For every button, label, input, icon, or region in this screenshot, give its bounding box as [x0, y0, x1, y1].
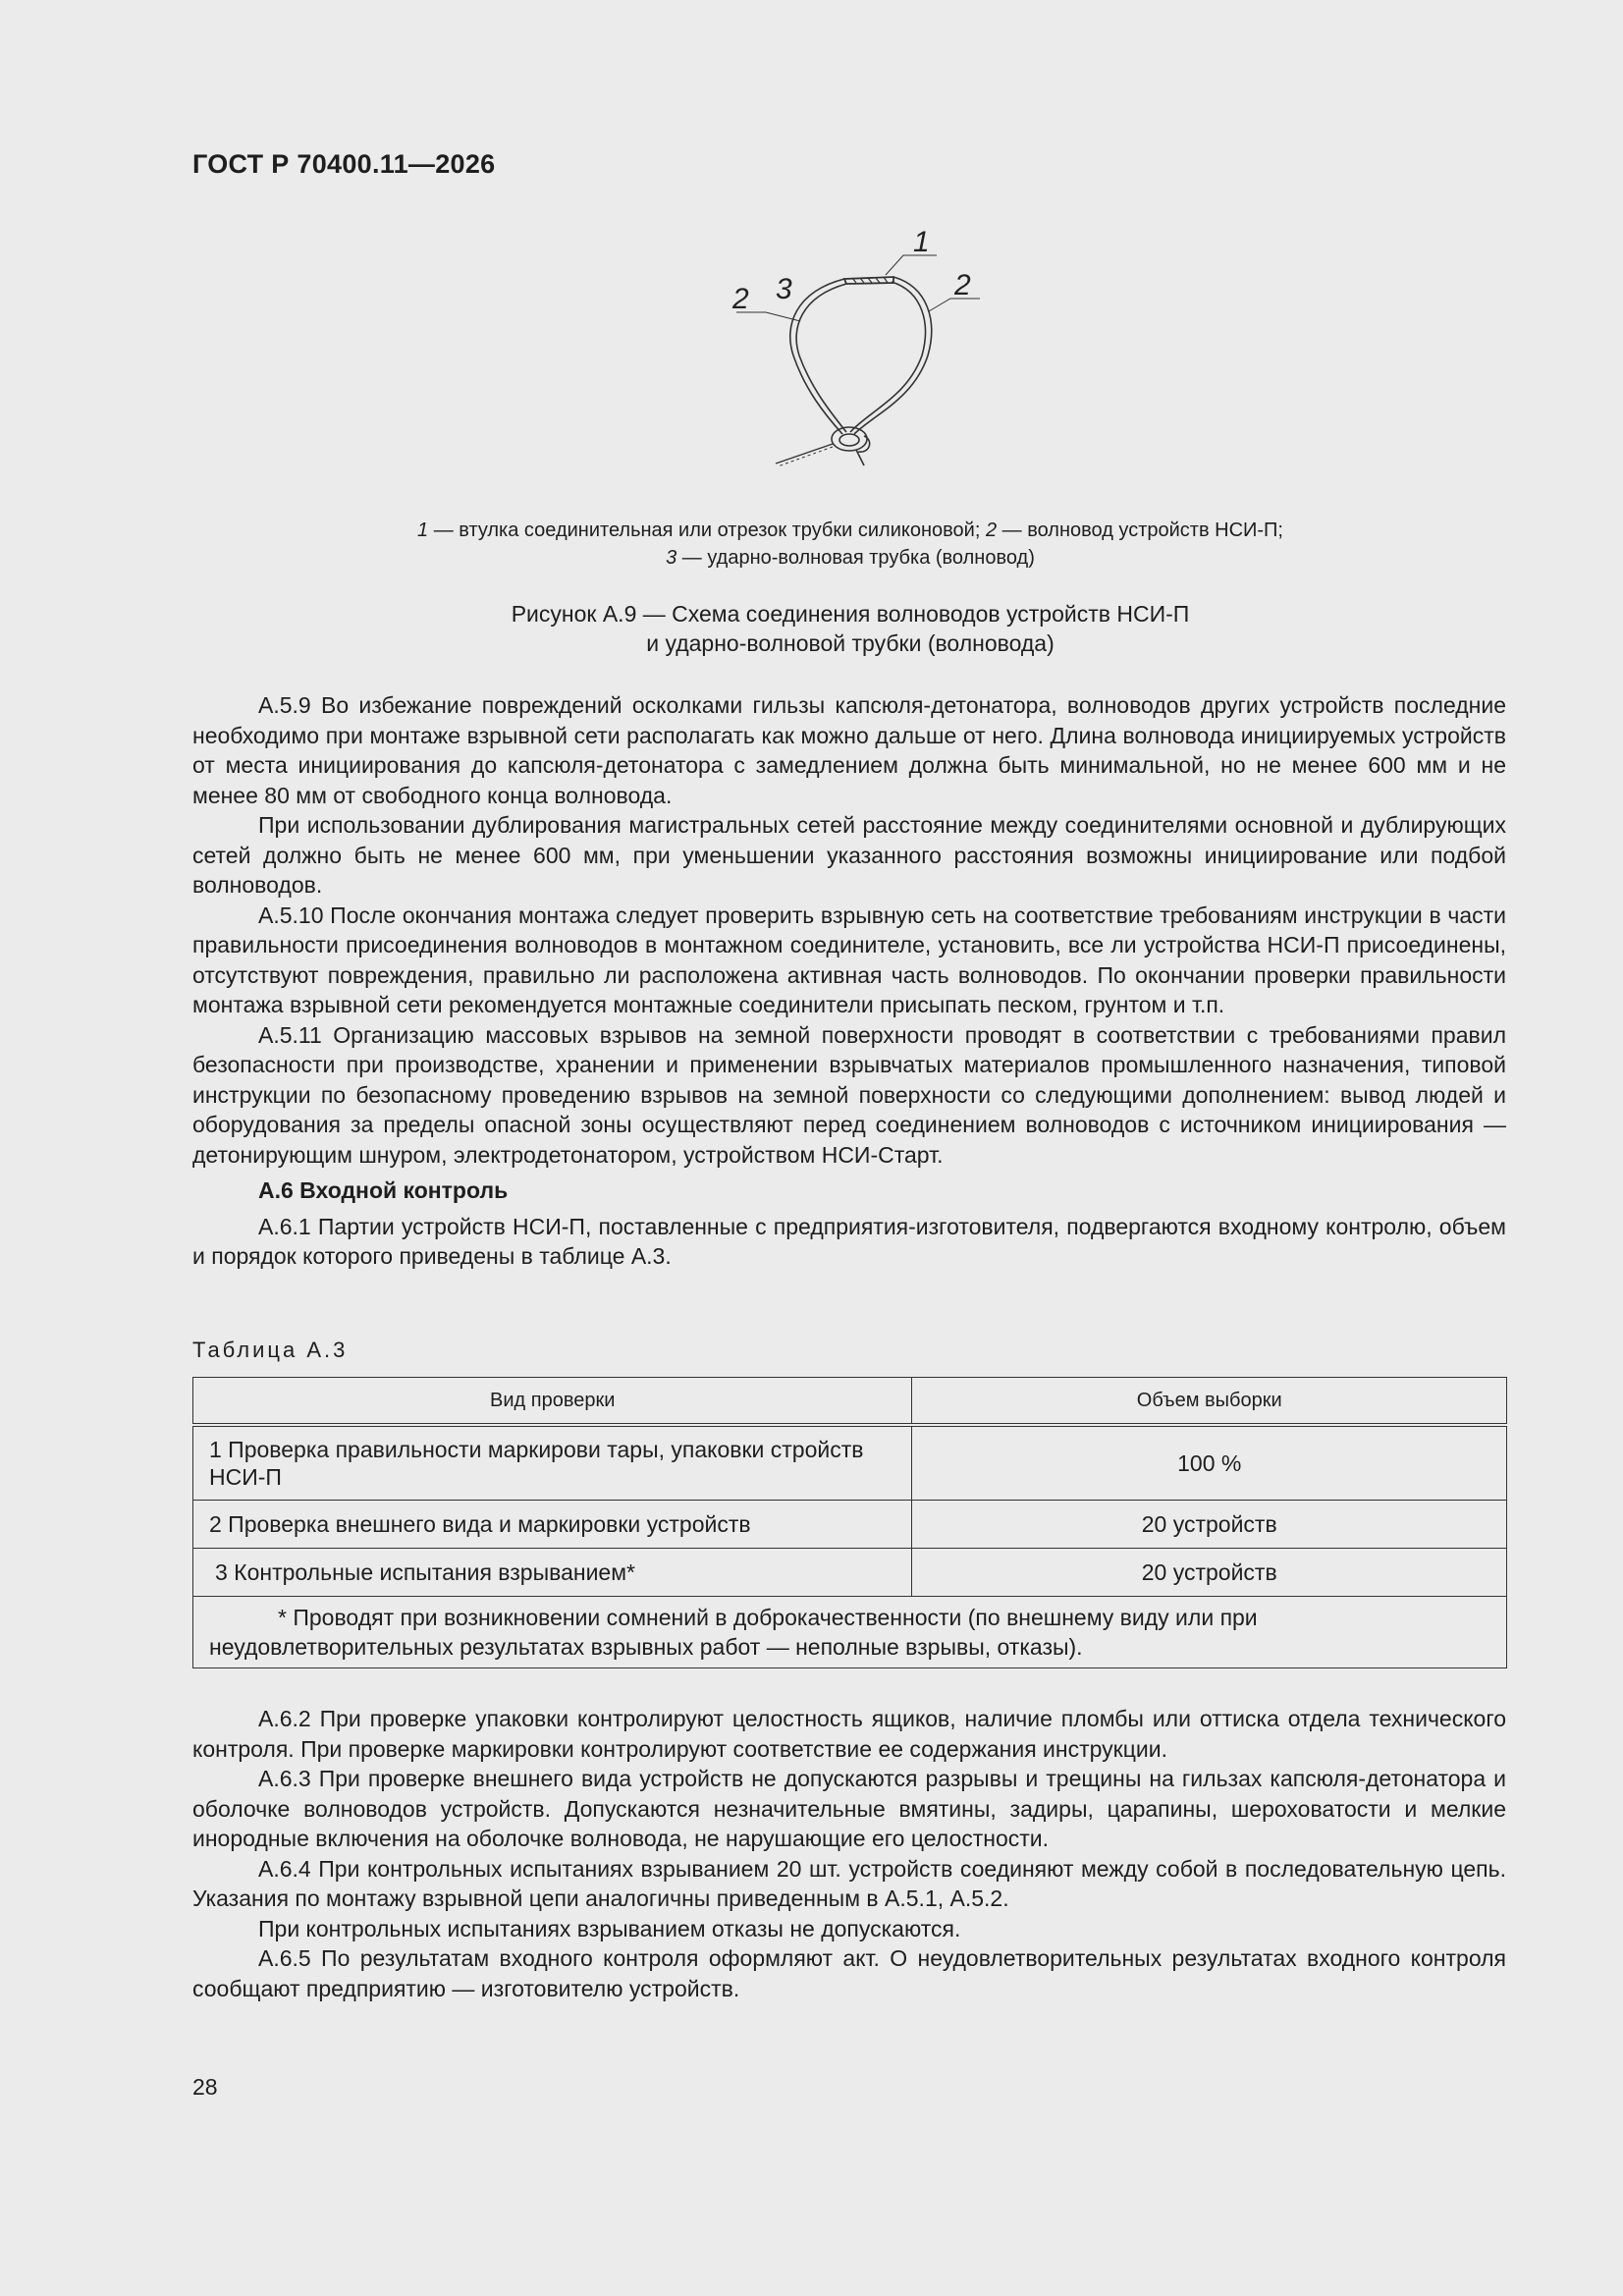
legend-line-1	[192, 517, 1508, 544]
table-row	[193, 1549, 1507, 1597]
table-header-check-type: Вид проверки	[193, 1378, 912, 1426]
callout-2-right: 2	[954, 269, 971, 301]
waveguide-left	[790, 279, 844, 434]
legend-text-1: — втулка соединительная или отрезок трубки силиконовой;	[428, 519, 986, 541]
page-number: 28	[192, 2074, 218, 2100]
paragraph-a-6-1: А.6.1 Партии устройств НСИ-П, поставленные с предприятия-изготовителя, подвергаются входному контролю, объем и порядок которого приведены в таблице А.3.	[192, 1213, 1506, 1269]
paragraph-a-6-2: А.6.2 При проверке упаковки контролируют целостность ящиков, наличие пломбы или оттиска отдела технического контроля. При проверке маркировки контролируют соответствие ее содержания инструкции.	[192, 1706, 1506, 1762]
paragraph-a-6-3: А.6.3 При проверке внешнего вида устройств не допускаются разрывы и трещины на гильзах капсюля-детонатора и оболочке волноводов устройств. Допускаются незначительные вмятины, задиры, царапины, шероховатости и мелкие инородные включения на оболочке волновода, не нарушающие его целостности.	[192, 1766, 1506, 1851]
shock-tube-tail	[776, 444, 833, 464]
figure-caption	[192, 599, 1508, 658]
waveguide-left-inner	[796, 284, 846, 432]
table-footnote-row	[193, 1597, 1507, 1668]
table-header-sample-size: Объем выборки	[912, 1378, 1507, 1426]
table-cell-sample: 20 устройств	[912, 1549, 1507, 1597]
legend-line-2	[192, 544, 1508, 572]
table-cell-check: 1 Проверка правильности маркирови тары, упаковки стройств НСИ-П	[193, 1425, 912, 1501]
caption-line-1: Рисунок А.9 — Схема соединения волноводов устройств НСИ-П	[511, 601, 1190, 627]
paragraph-duplication: При использовании дублирования магистральных сетей расстояние между соединителями основной и дублирующих сетей должно быть не менее 600 мм, при уменьшении указанного расстояния возможны инициирование или подбой волноводов.	[192, 812, 1506, 898]
waveguide-right-inner	[850, 282, 925, 432]
table-cell-sample: 20 устройств	[912, 1501, 1507, 1549]
legend-num-3: 3	[666, 547, 677, 569]
table-cell-sample: 100 %	[912, 1425, 1507, 1501]
paragraph-a-5-10: А.5.10 После окончания монтажа следует проверить взрывную сеть на соответствие требованиям инструкции в части правильности присоединения волноводов в монтажном соединителе, установить, все ли устройства НСИ-П присоединены, отсутствуют повреждения, правильно ли расположена активная часть волноводов. По окончании проверки правильности монтажа взрывной сети рекомендуется монтажные соединители присыпать песком, грунтом и т.п.	[192, 902, 1506, 1017]
table-cell-check: 2 Проверка внешнего вида и маркировки устройств	[193, 1501, 912, 1549]
paragraph-no-failures: При контрольных испытаниях взрыванием отказы не допускаются.	[258, 1915, 961, 1941]
table-row	[193, 1501, 1507, 1549]
callout-1: 1	[913, 226, 930, 258]
table-header-row	[193, 1378, 1507, 1426]
figure-a9-drawing	[707, 218, 1001, 473]
callout-3: 3	[776, 273, 792, 305]
legend-num-1: 1	[417, 519, 429, 541]
table-footnote: * Проводят при возникновении сомнений в доброкачественности (по внешнему виду или при неудовлетворительных результатах взрывных работ — неполные взрывы, отказы).	[193, 1597, 1507, 1668]
paragraph-a-6-4: А.6.4 При контрольных испытаниях взрыванием 20 шт. устройств соединяют между собой в последовательную цепь. Указания по монтажу взрывной цепи аналогичны приведенным в А.5.1, А.5.2.	[192, 1855, 1506, 1911]
table-cell-check: 3 Контрольные испытания взрыванием*	[193, 1549, 912, 1597]
caption-line-2: и ударно-волновой трубки (волновода)	[646, 630, 1055, 656]
figure-legend	[192, 517, 1508, 572]
knot	[832, 427, 867, 451]
document-header: ГОСТ Р 70400.11—2026	[192, 149, 496, 179]
callout-2-left: 2	[732, 283, 749, 315]
paragraph-a-6-5: А.6.5 По результатам входного контроля оформляют акт. О неудовлетворительных результатах входного контроля сообщают предприятию — изготовителю устройств.	[192, 1945, 1506, 2001]
table-row	[193, 1425, 1507, 1501]
paragraph-a-5-11: А.5.11 Организацию массовых взрывов на земной поверхности проводят в соответствии с требованиями правил безопасности при производстве, хранении и применении взрывчатых материалов промышленного назначения, типовой инструкции по безопасному проведению взрывов на земной поверхности со следующими дополнением: вывод людей и оборудования за пределы опасной зоны осуществляют перед соединением волноводов с источником инициирования — детонирующим шнуром, электродетонатором, устройством НСИ-Старт.	[192, 1021, 1506, 1168]
section-heading: А.6 Входной контроль	[258, 1177, 509, 1203]
paragraph-a-5-9: А.5.9 Во избежание повреждений осколками гильзы капсюля-детонатора, волноводов других устройств последние необходимо при монтаже взрывной сети располагать как можно дальше от него. Длина волновода инициируемых устройств от места инициирования до капсюля-детонатора с замедлением должна быть минимальной, но не менее 600 мм и не менее 80 мм от свободного конца волновода.	[192, 692, 1506, 808]
legend-text-3: — ударно-волновая трубка (волновод)	[676, 547, 1035, 569]
post-table-text	[192, 1704, 1506, 2003]
legend-num-2: 2	[985, 519, 998, 541]
legend-text-2: — волновод устройств НСИ-П;	[997, 519, 1283, 541]
waveguide-right	[854, 277, 932, 434]
main-text	[192, 690, 1506, 1272]
table-title: Таблица А.3	[192, 1338, 349, 1362]
inspection-table	[192, 1377, 1507, 1668]
